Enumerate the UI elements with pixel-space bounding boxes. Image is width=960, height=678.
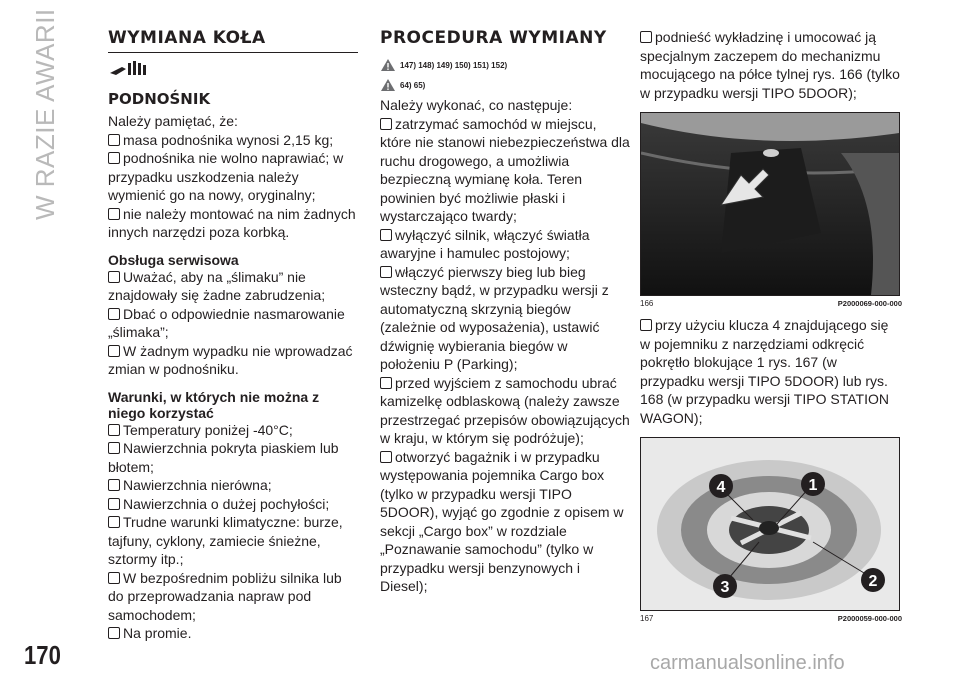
- hand-tools-icon: [108, 59, 150, 77]
- subheading-conditions: Warunki, w których nie można z niego korzystać: [108, 388, 320, 421]
- column-1: [108, 28, 358, 643]
- chapter-side-title: W RAZIE AWARII: [30, 8, 60, 220]
- list-item: Dbać o odpowiednie nasmarowanie „ślimaka”;: [108, 305, 358, 342]
- list-item: Uważać, aby na „ślimaku” nie znajdowały się żadne zabrudzenia;: [108, 268, 358, 305]
- intro-text: Należy wykonać, co następuje:: [380, 97, 573, 113]
- figure-number: 167: [640, 614, 654, 623]
- figure-number: 166: [640, 299, 654, 308]
- list-item: włączyć pierwszy bieg lub bieg wsteczny bądź, w przypadku wersji z automatyczną skrzynią biegów (zależnie od wyposażenia), ustawić dźwignię wybierania biegów w położeniu P (Parking);: [380, 263, 630, 374]
- figure-166-caption: [640, 299, 902, 308]
- callout-4: [709, 474, 733, 498]
- column-2: [380, 28, 630, 596]
- list-item: wyłączyć silnik, włączyć światła awaryjne i hamulec postojowy;: [380, 226, 630, 263]
- watermark-text: carmanualsonline.info: [650, 652, 845, 674]
- list-item: Nawierzchnia o dużej pochyłości;: [108, 495, 358, 514]
- caution-triangle-icon: [380, 78, 396, 92]
- column-3: [640, 28, 902, 623]
- list-item: podnośnika nie wolno naprawiać; w przypadku uszkodzenia należy wymienić go na nowy, oryginalny;: [108, 149, 358, 205]
- svg-text:2: 2: [868, 573, 878, 590]
- list-item: Temperatury poniżej -40°C;: [108, 421, 358, 440]
- svg-text:4: 4: [716, 479, 726, 496]
- section-heading-wheel-change: WYMIANA KOŁA: [108, 28, 358, 53]
- list-item: Na promie.: [108, 624, 358, 643]
- list-item: masa podnośnika wynosi 2,15 kg;: [108, 131, 358, 150]
- caution-refs-row: [380, 78, 630, 92]
- warning-refs-row: [380, 58, 630, 72]
- list-item: W żadnym wypadku nie wprowadzać zmian w podnośniku.: [108, 342, 358, 379]
- subheading-service: Obsługa serwisowa: [108, 251, 239, 268]
- svg-text:3: 3: [720, 579, 730, 596]
- page-number: 170: [24, 640, 61, 670]
- callout-2: [861, 568, 885, 592]
- spare-wheel-illustration: [641, 438, 899, 610]
- list-item: Trudne warunki klimatyczne: burze, tajfuny, cyklony, zamiecie śnieżne, sztormy itp.;: [108, 513, 358, 569]
- intro-text: Należy pamiętać, że:: [108, 113, 238, 129]
- figure-166-trunk-photo: [640, 112, 900, 296]
- figure-167-spare-wheel-photo: [640, 437, 900, 611]
- caution-refs: 64) 65): [400, 80, 426, 90]
- list-item: W bezpośrednim pobliżu silnika lub do przeprowadzania napraw pod samochodem;: [108, 569, 358, 625]
- callout-3: [713, 574, 737, 598]
- list-item: Nawierzchnia nierówna;: [108, 476, 358, 495]
- trunk-photo-illustration: [641, 113, 899, 295]
- figure-167-caption: [640, 614, 902, 623]
- list-item: podnieść wykładzinę i umocować ją specjalnym zaczepem do mechanizmu mocującego na półce tylnej rys. 166 (tylko w przypadku wersji TIPO 5DOOR);: [640, 28, 902, 102]
- subheading-jack: PODNOŚNIK: [108, 90, 211, 108]
- callout-1: [801, 472, 825, 496]
- warning-triangle-icon: [380, 58, 396, 72]
- section-heading-procedure: PROCEDURA WYMIANY: [380, 28, 607, 48]
- figure-code: P2000059-000-000: [837, 614, 902, 623]
- list-item: przy użyciu klucza 4 znajdującego się w pojemniku z narzędziami odkręcić pokrętło blokujące 1 rys. 167 (w przypadku wersji TIPO 5DOOR) lub rys. 168 (w przypadku wersji TIPO STATION WAGON);: [640, 316, 902, 427]
- list-item: Nawierzchnia pokryta piaskiem lub błotem;: [108, 439, 358, 476]
- list-item: nie należy montować na nim żadnych innych narzędzi poza korbką.: [108, 205, 358, 242]
- list-item: otworzyć bagażnik i w przypadku występowania pojemnika Cargo box (tylko w przypadku wersji TIPO 5DOOR), wyjąć go zgodnie z opisem w sekcji „Cargo box” w rozdziale „Poznawanie samochodu” (tylko w przypadku wersji benzynowych i Diesel);: [380, 448, 630, 596]
- list-item: zatrzymać samochód w miejscu, które nie stanowi niebezpieczeństwa dla ruchu drogowego, a umożliwia bezpieczną wymianę koła. Teren powinien być możliwie płaski i wystarczająco twardy;: [380, 115, 630, 224]
- list-item: przed wyjściem z samochodu ubrać kamizelkę odblaskową (należy zawsze przestrzegać przepisów obowiązujących w kraju, w którym się podróżuje);: [380, 374, 630, 446]
- warning-refs: 147) 148) 149) 150) 151) 152): [400, 60, 508, 70]
- svg-text:1: 1: [808, 477, 818, 494]
- figure-code: P2000069-000-000: [837, 299, 902, 308]
